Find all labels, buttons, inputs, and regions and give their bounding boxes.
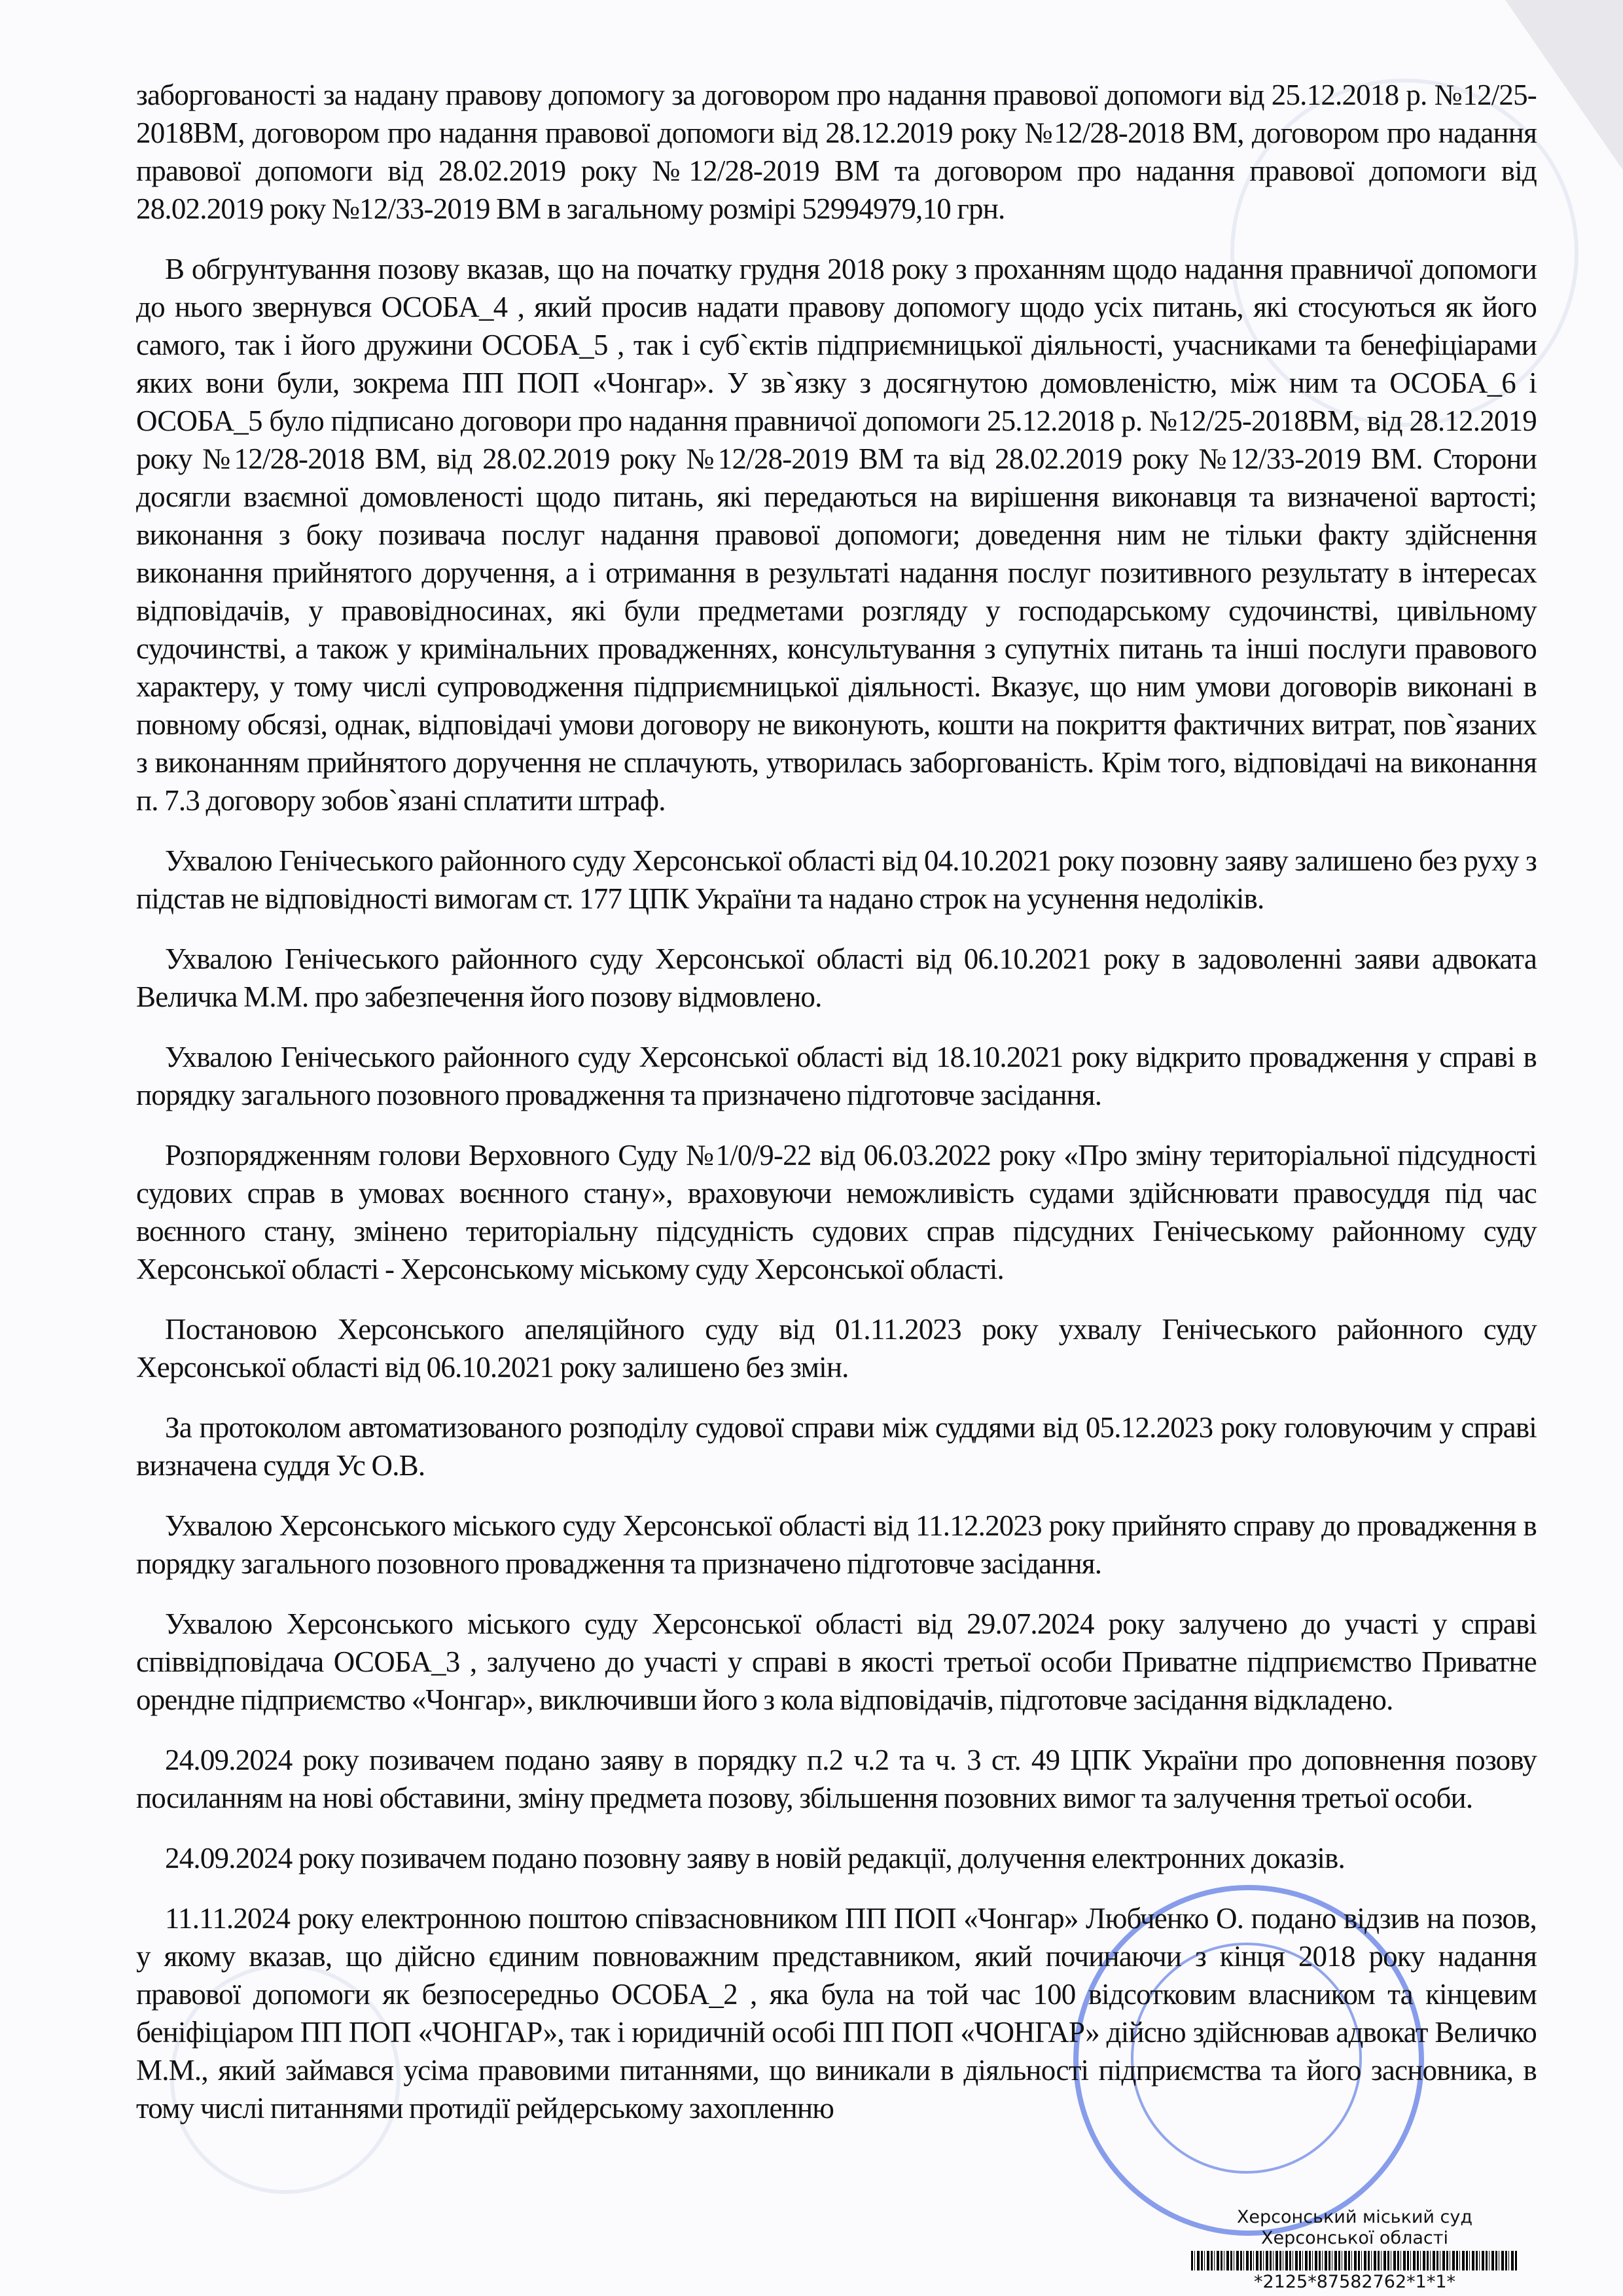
court-name: Херсонський міський суд	[1236, 2207, 1473, 2227]
paragraph: Ухвалою Херсонського міського суду Херсонської області від 11.12.2023 року прийнято справу до провадження в порядку загального позовного провадження та призначено підготовче засідання.	[136, 1509, 1537, 1580]
paragraph: Ухвалою Генічеського районного суду Херсонської області від 18.10.2021 року відкрито провадження у справі в порядку загального позовного провадження та призначено підготовче засідання.	[136, 1041, 1537, 1111]
paragraph: Ухвалою Генічеського районного суду Херсонської області від 04.10.2021 року позовну заяву залишено без руху з підстав не відповідності вимогам ст. 177 ЦПК України та надано строк на усунення недоліків.	[136, 844, 1537, 915]
paragraph: Ухвалою Херсонського міського суду Херсонської області від 29.07.2024 року залучено до участі у справі співвідповідача ОСОБА_3 , залучено до участі у справі в якості третьої особи Приватне підприємство Приватне орендне підприємство «Чонгар», виключивши його з кола відповідачів, підготовче засідання відкладено.	[136, 1607, 1537, 1716]
paragraph: заборгованості за надану правову допомогу за договором про надання правової допомоги від 25.12.2018 р. №12/25-2018ВМ, договором про надання правової допомоги від 28.12.2019 року №12/28-2018 ВМ, договором про надання правової допомоги від 28.02.2019 року №12/28-2019 ВМ та договором про надання правової допомоги від 28.02.2019 року №12/33-2019 ВМ в загальному розмірі 52994979,10 грн.	[136, 79, 1537, 225]
document-footer	[1185, 2207, 1525, 2293]
paragraph: 24.09.2024 року позивачем подано позовну заяву в новій редакції, долучення електронних доказів.	[165, 1842, 1345, 1874]
paragraph: Розпорядженням голови Верховного Суду №1/0/9-22 від 06.03.2022 року «Про зміну територіальної підсудності судових справ в умовах воєнного стану», враховуючи неможливість судами здійснювати правосуддя під час воєнного стану, змінено територіальну підсудність судових справ підсудних Генічеському районному суду Херсонської області - Херсонському міському суду Херсонської області.	[136, 1139, 1537, 1285]
paragraph: Ухвалою Генічеського районного суду Херсонської області від 06.10.2021 року в задоволенні заяви адвоката Величка М.М. про забезпечення його позову відмовлено.	[136, 942, 1537, 1013]
document-body	[136, 76, 1537, 2127]
paragraph: 11.11.2024 року електронною поштою співзасновником ПП ПОП «Чонгар» Любченко О. подано відзив на позов, у якому вказав, що дійсно єдиним повноважним представником, який починаючи з кінця 2018 року надання правової допомоги як безпосередньо ОСОБА_2 , яка була на той час 100 відсотковим власником та кінцевим беніфіціаром ПП ПОП «ЧОНГАР», так і юридичній особі ПП ПОП «ЧОНГАР» дійсно здійснював адвокат Величко М.М., який займався усіма правовими питаннями, що виникали в діяльності підприємства та його засновника, в тому числі питаннями протидії рейдерському захопленню	[136, 1902, 1537, 2125]
court-region: Херсонської області	[1261, 2228, 1448, 2248]
paragraph: За протоколом автоматизованого розподілу судової справи між суддями від 05.12.2023 року головуючим у справі визначена суддя Ус О.В.	[136, 1411, 1537, 1482]
paragraph: 24.09.2024 року позивачем подано заяву в порядку п.2 ч.2 та ч. 3 ст. 49 ЦПК України про доповнення позову посиланням на нові обставини, зміну предмета позову, збільшення позовних вимог та залучення третьої особи.	[136, 1744, 1537, 1814]
paragraph: В обгрунтування позову вказав, що на початку грудня 2018 року з проханням щодо надання правничої допомоги до нього звернувся ОСОБА_4 , який просив надати правову допомогу щодо усіх питань, які стосуються як його самого, так і його дружини ОСОБА_5 , так і суб`єктів підприємницької діяльності, учасниками та бенефіціарами яких вони були, зокрема ПП ПОП «Чонгар». У зв`язку з досягнутою домовленістю, між ним та ОСОБА_6 і ОСОБА_5 було підписано договори про надання правничої допомоги 25.12.2018 р. №12/25-2018ВМ, від 28.12.2019 року №12/28-2018 ВМ, від 28.02.2019 року №12/28-2019 ВМ та від 28.02.2019 року №12/33-2019 ВМ. Сторони досягли взаємної домовленості щодо питань, які передаються на вирішення виконавця та визначеної вартості; виконання з боку позивача послуг надання правової допомоги; доведення ним не тільки факту здійснення виконання прийнятого доручення, а і отримання в результаті надання послуг позитивного результату в інтересах відповідачів, у правовідносинах, які були предметами розгляду у господарському судочинстві, цивільному судочинстві, а також у кримінальних провадженнях, консультування з супутніх питань та інші послуги правового характеру, у тому числі супроводження підприємницької діяльності. Вказує, що ним умови договорів виконані в повному обсязі, однак, відповідачі умови договору не виконують, кошти на покриття фактичних витрат, пов`язаних з виконанням прийнятого доручення не сплачують, утворилась заборгованість. Крім того, відповідачі на виконання п. 7.3 договору зобов`язані сплатити штраф.	[136, 253, 1537, 817]
barcode-number: *2125*87582762*1*1*	[1254, 2272, 1455, 2292]
barcode	[1191, 2251, 1518, 2270]
paragraph: Постановою Херсонського апеляційного суду від 01.11.2023 року ухвалу Генічеського районного суду Херсонської області від 06.10.2021 року залишено без змін.	[136, 1313, 1537, 1384]
